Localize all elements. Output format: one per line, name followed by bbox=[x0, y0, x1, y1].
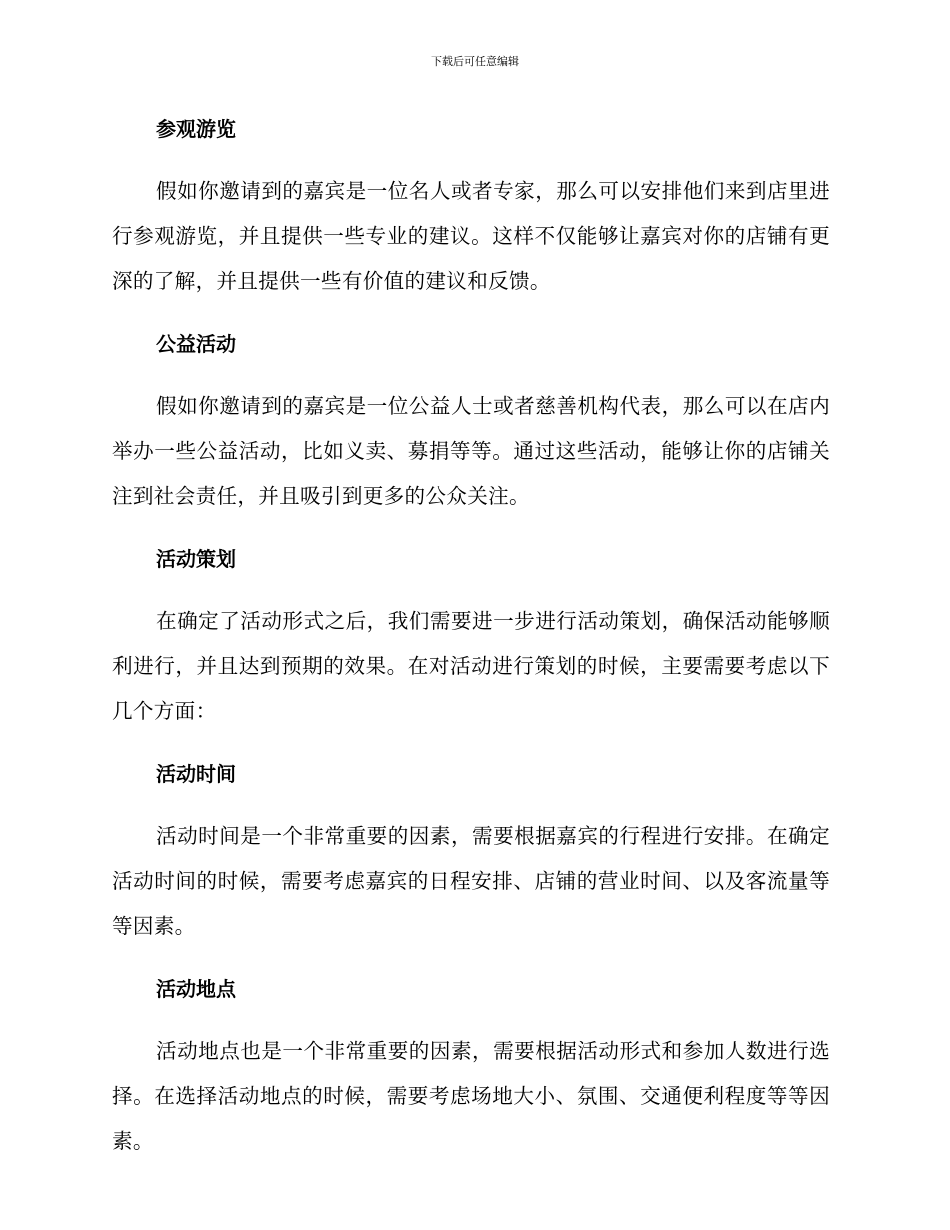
section-paragraph-planning: 在确定了活动形式之后，我们需要进一步进行活动策划，确保活动能够顺利进行，并且达到预期的效果。在对活动进行策划的时候，主要需要考虑以下几个方面： bbox=[112, 609, 830, 723]
section-paragraph-location: 活动地点也是一个非常重要的因素，需要根据活动形式和参加人数进行选择。在选择活动地点的时候，需要考虑场地大小、氛围、交通便利程度等等因素。 bbox=[112, 1039, 830, 1153]
section-paragraph-visit: 假如你邀请到的嘉宾是一位名人或者专家，那么可以安排他们来到店里进行参观游览，并且提供一些专业的建议。这样不仅能够让嘉宾对你的店铺有更深的了解，并且提供一些有价值的建议和反馈。 bbox=[112, 179, 830, 293]
section-heading-planning: 活动策划 bbox=[156, 547, 236, 571]
section-heading-charity: 公益活动 bbox=[156, 332, 236, 356]
section-paragraph-charity: 假如你邀请到的嘉宾是一位公益人士或者慈善机构代表，那么可以在店内举办一些公益活动，比如义卖、募捐等等。通过这些活动，能够让你的店铺关注到社会责任，并且吸引到更多的公众关注。 bbox=[112, 394, 830, 508]
section-heading-location: 活动地点 bbox=[156, 977, 236, 1001]
document-body bbox=[112, 112, 830, 1164]
section-heading-time: 活动时间 bbox=[156, 762, 236, 786]
section-heading-visit: 参观游览 bbox=[156, 117, 236, 141]
page-header: 下载后可任意编辑 bbox=[431, 55, 519, 68]
section-paragraph-time: 活动时间是一个非常重要的因素，需要根据嘉宾的行程进行安排。在确定活动时间的时候，需要考虑嘉宾的日程安排、店铺的营业时间、以及客流量等等因素。 bbox=[112, 824, 830, 938]
